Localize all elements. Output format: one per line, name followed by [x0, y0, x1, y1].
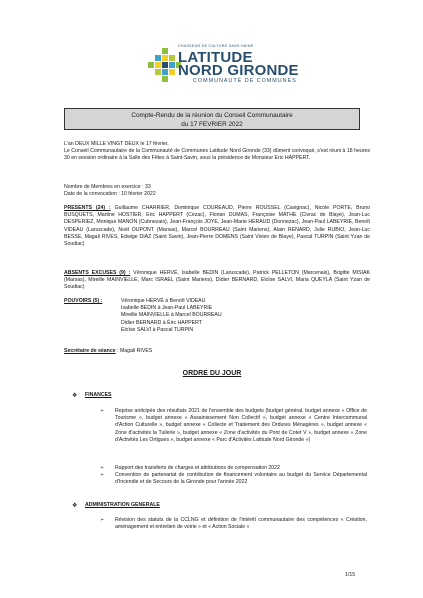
secretaire-label: Secrétaire de séance: [64, 348, 116, 354]
intro-date: L'an DEUX MILLE VINGT DEUX le 17 février,: [64, 141, 169, 147]
pouvoir-item: Eloïse SALVI à Pascal TURPIN: [121, 327, 194, 333]
pouvoir-item: Véronique HERVÉ à Benoît VIDEAU: [121, 298, 206, 304]
logo-tagline: CHASSEUR DE CULTURE SANS HAINE: [178, 44, 254, 48]
members-count: Nombre de Membres en exercice : 33: [64, 184, 151, 190]
document-title-line2: du 17 FEVRIER 2022: [181, 121, 243, 128]
section-title-finances: FINANCES: [85, 392, 112, 398]
intro-body: Le Conseil Communautaire de la Communauté de Communes Latitude Nord Gironde (33) dûment convoqué, s'est réuni à 18 heures 30 en session ordinaire à la Salle des Fêtes à Saint-Savin, sous la présidence de Monsieur Eric HAPPERT.: [64, 148, 370, 162]
pouvoir-item: Mireille MAINVIELLE à Marcel BOURREAU: [121, 312, 222, 318]
secretaire-value: : Magali RIVES: [115, 348, 153, 354]
convocation-date: Date de la convocation : 10 février 2022: [64, 191, 156, 197]
secretaire-line: [64, 348, 152, 355]
absents-list: Véronique HERVÉ, Isabelle BEDIN (Laruscade), Patrick PELLETON (Marcenais), Brigitte MISIAK (Marsas), Mireille MAINVIELLE, Marc ISRAEL (Saint Mariens), Didier BERNARD, Eloïse SALVI, Maria QUEYLA (Saint Yzan de Soudiac): [64, 270, 370, 291]
presents-label: PRESENTS (24) :: [64, 205, 111, 211]
agenda-item: Rapport des transferts de charges et attributions de compensation 2022: [115, 465, 280, 471]
agenda-item: Révision des statuts de la CCLNG et définition de l'intérêt communautaire des compétences « Création, aménagement et entretien de voirie » et « Action Sociale »: [115, 517, 367, 531]
absents-paragraph: [64, 270, 370, 292]
arrow-bullet-icon: ➢: [100, 517, 105, 523]
arrow-bullet-icon: ➢: [100, 408, 105, 414]
presents-paragraph: [64, 205, 370, 248]
presents-list: Guillaume CHARRIER, Dominique COUREAUD, Pierre ROUSSEL (Cavignac), Nicole PORTE, Bruno BUSQUETS, Martine HOSTIER, Eric HAPPERT (Cézac), Florian DUMAS, Françoise MATHE (Civrac de Blaye), Jean-Luc DESPERIEZ, Monique MANON (Cubnezais), Jean-François JOYE, Jean-Marie HERAUD (Donnezac), Jean-Paul LABEYRIE, Benoît VIDEAU (Laruscade), Noël DUPONT (Marsas), Marcel BOURREAU (Saint Mariens), Alain RENARD, Julie RUBIO, Jean-Luc BESSE, Magali RIVES, Edwige DIAZ (Saint Savin), Jean-Pierre DOMENS (Saint Vivien de Blaye), Pascal TURPIN (Saint Yzan de Soudiac): [64, 205, 370, 248]
pouvoirs-label: POUVOIRS (5) :: [64, 298, 103, 304]
section-diamond-icon: ❖: [72, 503, 78, 509]
ordre-du-jour-heading: ORDRE DU JOUR: [182, 370, 242, 377]
logo-subtitle: COMMUNAUTÉ DE COMMUNES: [193, 78, 297, 84]
page-number: 1/15: [345, 572, 356, 578]
arrow-bullet-icon: ➢: [100, 465, 105, 471]
agenda-item: Convention de partenariat de contribution de financement volontaire au budget du Service Départemental d'Incendie et de Secours de la Gironde pour l'année 2022: [115, 472, 367, 486]
pouvoir-item: Didier BERNARD à Éric HAPPERT: [121, 320, 202, 326]
section-diamond-icon: ❖: [72, 393, 78, 399]
logo-title-line1: LATITUDE: [178, 49, 253, 66]
logo-title-line2: NORD GIRONDE: [178, 62, 299, 79]
document-title-line1: Compte-Rendu de la réunion du Conseil Communautaire: [131, 112, 293, 119]
section-title-administration: ADMINISTRATION GENERALE: [85, 502, 160, 508]
pouvoir-item: Isabelle BEDIN à Jean-Paul LABEYRIE: [121, 305, 213, 311]
absents-label: ABSENTS EXCUSES (9) :: [64, 270, 131, 276]
agenda-item: Reprise anticipée des résultats 2021 de l'ensemble des budgets (budget général, budget annexe « Office de Tourisme », budget annexe « Assainissement Non Collectif », budget annexe « Centre Intercommunal d'Action Culturelle », budget annexe « Collecte et Traitement des Ordures Ménagères », budget annexe « Zone d'activités la Tuilerie », budget annexe « Zone d'activités du Pont de Cotet V », budget annexe « Zone d'Activités Les Ortigues », budget annexe « Parc d'Activités Latitude Nord Gironde »): [115, 408, 367, 443]
arrow-bullet-icon: ➢: [100, 472, 105, 478]
document-title-box: [64, 108, 360, 130]
logo-mosaic-icon: [148, 48, 182, 82]
